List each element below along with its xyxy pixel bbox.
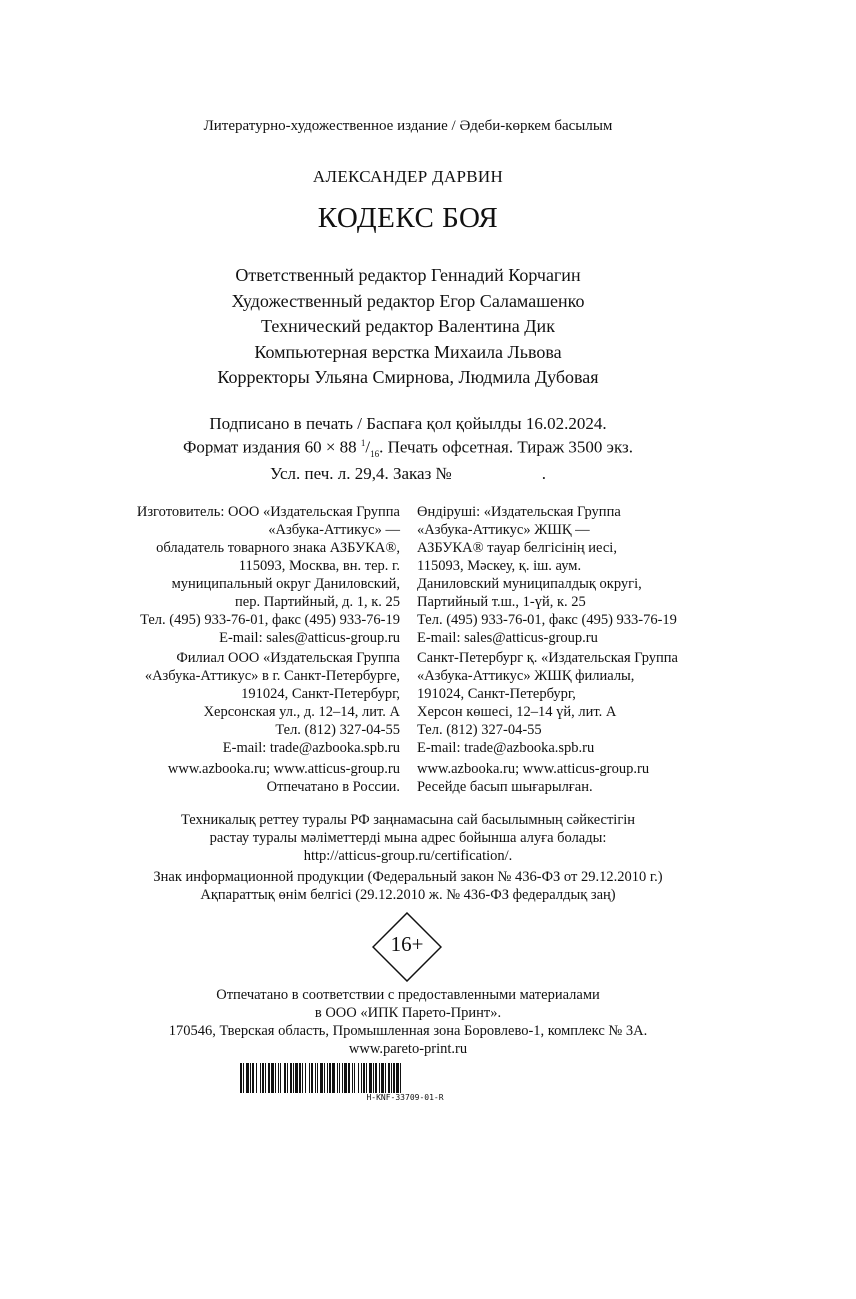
manufacturer-kz bbox=[417, 503, 747, 647]
order-text: Усл. печ. л. 29,4. Заказ № bbox=[269, 464, 452, 484]
author-name: АЛЕКСАНДЕР ДАРВИН bbox=[312, 167, 504, 186]
branch-kz bbox=[417, 649, 747, 757]
barcode-bar bbox=[381, 1063, 384, 1093]
branch-ru-line: 191024, Санкт-Петербург, bbox=[241, 686, 400, 702]
branch-ru bbox=[100, 649, 400, 757]
barcode-bar bbox=[299, 1063, 301, 1093]
barcode-bar bbox=[373, 1063, 374, 1093]
barcode-bar bbox=[329, 1063, 331, 1093]
barcode-bar bbox=[250, 1063, 251, 1093]
barcode-label: H-KNF-33709-01-R bbox=[366, 1093, 444, 1102]
barcode-bar bbox=[287, 1063, 288, 1093]
manufacturer-ru bbox=[100, 503, 400, 647]
manufacturer-kz-line: АЗБУКА® тауар белгісінің иесі, bbox=[417, 540, 617, 556]
credit-line: Компьютерная верстка Михаила Львова bbox=[254, 341, 562, 362]
branch-kz-line: 191024, Санкт-Петербург, bbox=[417, 686, 576, 702]
web-kz-links: www.azbooka.ru; www.atticus-group.ru bbox=[417, 761, 650, 777]
info-sign-block bbox=[0, 868, 816, 904]
manufacturer-ru-email: E-mail: sales@atticus-group.ru bbox=[219, 630, 400, 646]
barcode-bar bbox=[344, 1063, 347, 1093]
barcode-bar bbox=[361, 1063, 362, 1093]
manufacturer-ru-line: муниципальный округ Даниловский, bbox=[171, 576, 400, 592]
barcode-bar bbox=[337, 1063, 338, 1093]
barcode-bar bbox=[358, 1063, 359, 1093]
barcode-bar bbox=[327, 1063, 328, 1093]
barcode-bar bbox=[302, 1063, 303, 1093]
barcode-bar bbox=[332, 1063, 335, 1093]
branch-ru-line: Тел. (812) 327-04-55 bbox=[275, 722, 400, 738]
branch-kz-line: Херсон көшесі, 12–14 үй, лит. А bbox=[417, 704, 617, 720]
barcode-bar bbox=[256, 1063, 257, 1093]
printer-line: Отпечатано в соответствии с предоставленными материалами bbox=[216, 987, 600, 1003]
barcode bbox=[240, 1063, 570, 1093]
barcode-bar bbox=[315, 1063, 316, 1093]
format-suffix: . Печать офсетная. Тираж 3500 экз. bbox=[379, 437, 633, 457]
barcode-bar bbox=[342, 1063, 343, 1093]
manufacturer-kz-line: Партийный т.ш., 1-үй, к. 25 bbox=[417, 594, 586, 610]
printed-in-kz: Ресейде басып шығарылған. bbox=[417, 779, 593, 795]
manufacturer-kz-line: 115093, Мәскеу, қ. іш. аум. bbox=[417, 558, 582, 574]
order-end: . bbox=[541, 464, 547, 484]
barcode-bar bbox=[385, 1063, 386, 1093]
printer-block bbox=[0, 986, 816, 1058]
barcode-bar bbox=[260, 1063, 261, 1093]
signed-line: Подписано в печать / Баспаға қол қойылды 16.02.2024. bbox=[209, 414, 607, 433]
barcode-bar bbox=[271, 1063, 274, 1093]
manufacturer-ru-line: обладатель товарного знака АЗБУКА®, bbox=[156, 540, 400, 556]
certification-line: Техникалық реттеу туралы РФ заңнамасына сай басылымның сәйкестігін bbox=[180, 812, 636, 828]
credit-line: Корректоры Ульяна Смирнова, Людмила Дубовая bbox=[217, 367, 599, 387]
barcode-bar bbox=[396, 1063, 399, 1093]
info-sign-ru: Знак информационной продукции (Федеральный закон № 436-ФЗ от 29.12.2010 г.) bbox=[153, 869, 663, 885]
branch-kz-email: E-mail: trade@azbooka.spb.ru bbox=[417, 740, 595, 756]
certification-line: растау туралы мәліметтерді мына адрес бойынша алуға болады: bbox=[209, 830, 607, 846]
barcode-bar bbox=[252, 1063, 254, 1093]
barcode-bar bbox=[246, 1063, 249, 1093]
manufacturer-ru-line: 115093, Москва, вн. тер. г. bbox=[238, 558, 400, 574]
barcode-bar bbox=[240, 1063, 242, 1093]
barcode-bar bbox=[268, 1063, 270, 1093]
barcode-bar bbox=[275, 1063, 276, 1093]
barcode-bar bbox=[324, 1063, 325, 1093]
branch-kz-line: «Азбука-Аттикус» ЖШҚ филиалы, bbox=[417, 668, 635, 684]
manufacturer-kz-line: Өндіруші: «Издательская Группа bbox=[417, 504, 621, 520]
barcode-bar bbox=[369, 1063, 372, 1093]
print-info bbox=[0, 414, 816, 484]
age-rating-text: 16+ bbox=[390, 932, 424, 956]
branch-ru-email: E-mail: trade@azbooka.spb.ru bbox=[222, 740, 400, 756]
barcode-bar bbox=[354, 1063, 355, 1093]
order-line bbox=[0, 464, 816, 484]
info-sign-kz: Ақпараттық өнім белгісі (29.12.2010 ж. № 436-ФЗ федералдық заң) bbox=[200, 887, 616, 903]
credit-line: Технический редактор Валентина Дик bbox=[261, 316, 555, 336]
manufacturer-ru-line: Изготовитель: ООО «Издательская Группа bbox=[136, 504, 400, 520]
branch-kz-line: Тел. (812) 327-04-55 bbox=[417, 722, 542, 738]
manufacturer-ru-line: пер. Партийный, д. 1, к. 25 bbox=[235, 594, 400, 610]
manufacturer-kz-line: Тел. (495) 933-76-01, факс (495) 933-76-19 bbox=[417, 612, 677, 628]
printer-line: в ООО «ИПК Парето-Принт». bbox=[314, 1005, 502, 1021]
barcode-bar bbox=[262, 1063, 264, 1093]
edition-type: Литературно-художественное издание / Әдеби-көркем басылым bbox=[203, 118, 613, 134]
format-prefix: Формат издания 60 × 88 bbox=[183, 437, 357, 457]
certification-block bbox=[0, 811, 816, 865]
manufacturer-kz-line: Даниловский муниципалдық округі, bbox=[417, 576, 642, 592]
barcode-bar bbox=[320, 1063, 323, 1093]
web-ru bbox=[100, 760, 400, 796]
web-ru-links: www.azbooka.ru; www.atticus-group.ru bbox=[167, 761, 400, 777]
barcode-bar bbox=[309, 1063, 310, 1093]
credit-line: Ответственный редактор Геннадий Корчагин bbox=[235, 265, 581, 285]
branch-ru-line: Филиал ООО «Издательская Группа bbox=[176, 650, 400, 666]
web-kz bbox=[417, 760, 747, 796]
barcode-bar bbox=[265, 1063, 266, 1093]
manufacturer-kz-email: E-mail: sales@atticus-group.ru bbox=[417, 630, 598, 646]
barcode-bar bbox=[317, 1063, 318, 1093]
age-rating-badge bbox=[372, 912, 442, 982]
credit-line: Художественный редактор Егор Саламашенко bbox=[231, 290, 585, 311]
branch-ru-line: Херсонская ул., д. 12–14, лит. А bbox=[203, 704, 400, 720]
format-numerator: 1 bbox=[360, 437, 366, 448]
barcode-bar bbox=[348, 1063, 350, 1093]
barcode-bar bbox=[278, 1063, 279, 1093]
barcode-bar bbox=[284, 1063, 286, 1093]
barcode-bar bbox=[400, 1063, 401, 1093]
credits-block bbox=[0, 263, 816, 391]
barcode-bar bbox=[293, 1063, 294, 1093]
barcode-bar bbox=[363, 1063, 365, 1093]
format-line: Формат издания 60 × 88 $^1/_{16}$. Печать офсетная. Тираж 3500 экз. bbox=[183, 437, 633, 459]
book-title: КОДЕКС БОЯ bbox=[317, 202, 499, 234]
barcode-bar bbox=[388, 1063, 390, 1093]
branch-kz-line: Санкт-Петербург қ. «Издательская Группа bbox=[417, 650, 678, 666]
barcode-bar bbox=[290, 1063, 292, 1093]
branch-ru-line: «Азбука-Аттикус» в г. Санкт-Петербурге, bbox=[144, 668, 400, 684]
barcode-bar bbox=[280, 1063, 281, 1093]
barcode-bar bbox=[366, 1063, 367, 1093]
certification-url: http://atticus-group.ru/certification/. bbox=[303, 848, 513, 864]
barcode-bar bbox=[311, 1063, 313, 1093]
printer-url: www.pareto-print.ru bbox=[348, 1041, 468, 1057]
manufacturer-ru-line: «Азбука-Аттикус» — bbox=[268, 522, 400, 538]
barcode-bar bbox=[352, 1063, 353, 1093]
format-denominator: 16 bbox=[370, 448, 380, 459]
barcode-bar bbox=[243, 1063, 244, 1093]
printed-in-ru: Отпечатано в России. bbox=[266, 779, 400, 795]
barcode-bar bbox=[375, 1063, 377, 1093]
barcode-bar bbox=[339, 1063, 340, 1093]
barcode-bar bbox=[379, 1063, 380, 1093]
barcode-bar bbox=[305, 1063, 306, 1093]
barcode-bar bbox=[391, 1063, 392, 1093]
printer-address: 170546, Тверская область, Промышленная зона Боровлево-1, комплекс № 3А. bbox=[168, 1023, 648, 1039]
manufacturer-kz-line: «Азбука-Аттикус» ЖШҚ — bbox=[417, 522, 590, 538]
manufacturer-ru-line: Тел. (495) 933-76-01, факс (495) 933-76-19 bbox=[140, 612, 400, 628]
barcode-bar bbox=[393, 1063, 395, 1093]
barcode-bar bbox=[295, 1063, 298, 1093]
